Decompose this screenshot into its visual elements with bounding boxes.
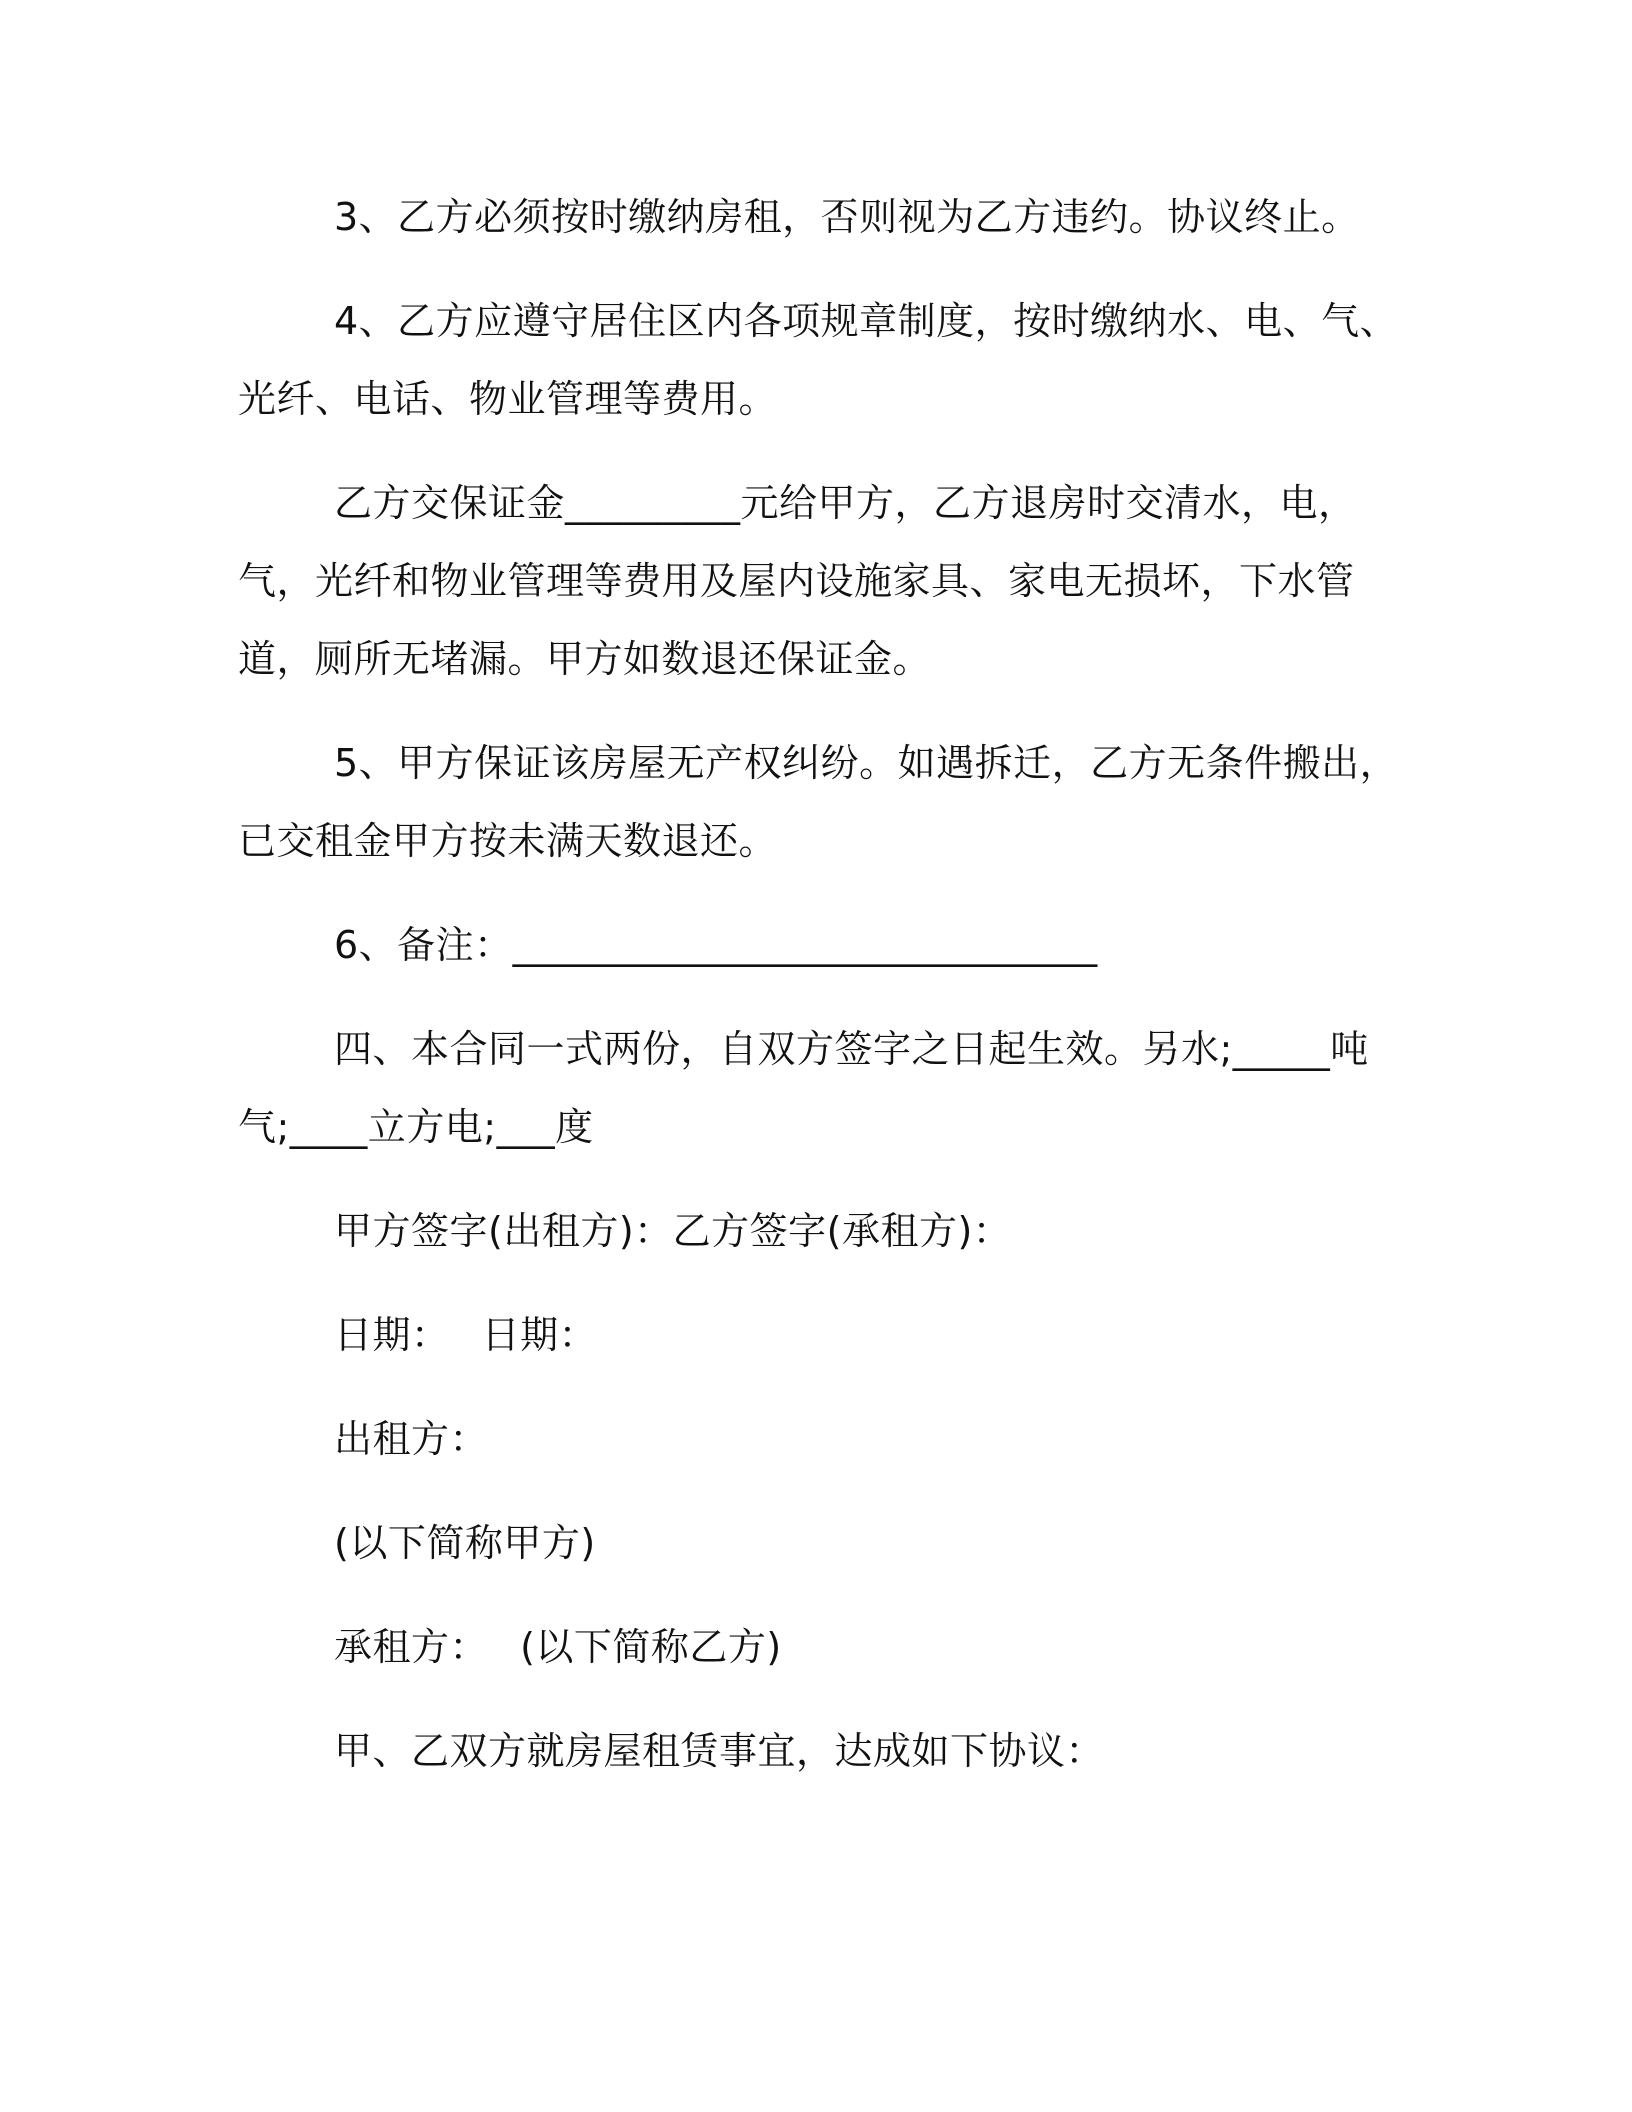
clause-4-utility-fees: 4、乙方应遵守居住区内各项规章制度，按时缴纳水、电、气、光纤、电话、物业管理等费用。	[238, 299, 1399, 421]
lessee-line: 承租方： (以下简称乙方)	[334, 1625, 782, 1669]
clause-5-property-rights: 5、甲方保证该房屋无产权纠纷。如遇拆迁，乙方无条件搬出，已交租金甲方按未满天数退还。	[238, 741, 1399, 863]
lessor-line: 出租方：	[334, 1417, 489, 1461]
signature-line: 甲方签字(出租方)：乙方签字(承租方)：	[334, 1209, 1012, 1253]
clause-3-rent-payment: 3、乙方必须按时缴纳房租，否则视为乙方违约。协议终止。	[334, 195, 1360, 239]
lessor-abbreviation: (以下简称甲方)	[334, 1521, 596, 1565]
clause-deposit: 乙方交保证金_________元给甲方，乙方退房时交清水，电，气，光纤和物业管理等费用及屋内设施家具、家电无损坏，下水管道，厕所无堵漏。甲方如数退还保证金。	[238, 481, 1357, 681]
clause-6-remarks: 6、备注：______________________________	[334, 923, 1098, 967]
agreement-intro: 甲、乙双方就房屋租赁事宜，达成如下协议：	[334, 1729, 1105, 1773]
clause-four-copies-meter: 四、本合同一式两份，自双方签字之日起生效。另水;_____吨气;____立方电;___度	[238, 1027, 1369, 1149]
date-line: 日期： 日期：	[334, 1313, 598, 1357]
